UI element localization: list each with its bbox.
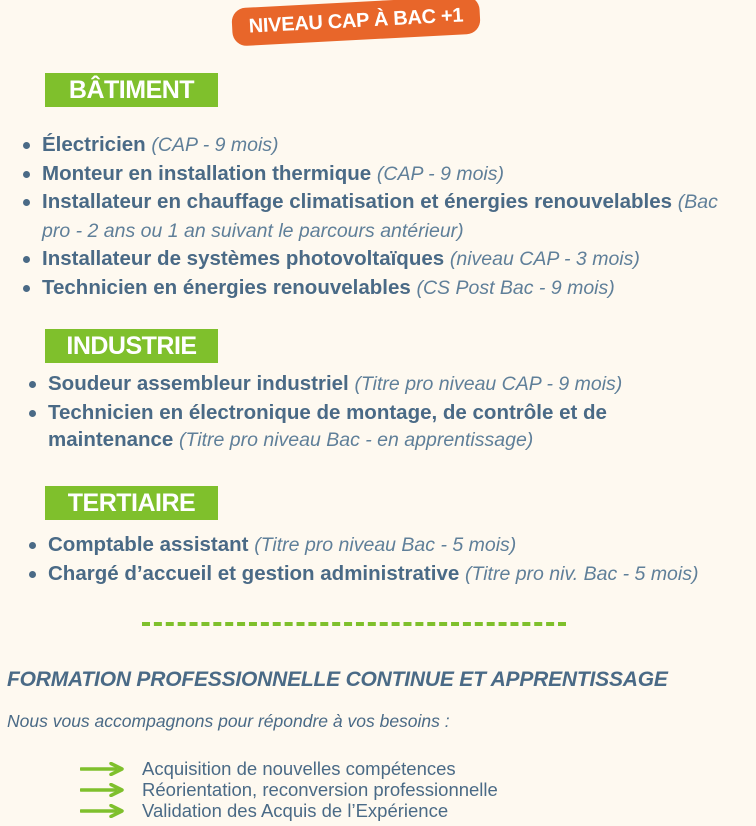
course-detail: (CAP - 9 mois) bbox=[376, 162, 504, 185]
section-tag-industrie bbox=[45, 329, 218, 363]
arrow-right-icon bbox=[80, 762, 126, 776]
course-detail: (Titre pro niveau Bac - 5 mois) bbox=[254, 534, 517, 556]
dashed-divider bbox=[142, 622, 566, 626]
list-item bbox=[20, 131, 750, 160]
course-detail: (Titre pro niveau CAP - 9 mois) bbox=[354, 373, 623, 395]
course-name: Électricien bbox=[42, 133, 146, 156]
list-item bbox=[20, 245, 750, 274]
list-item bbox=[26, 399, 686, 455]
section-tag-batiment bbox=[45, 73, 218, 107]
benefit-label: Validation des Acquis de l’Expérience bbox=[142, 799, 449, 821]
list-item bbox=[20, 274, 750, 303]
course-name: Monteur en installation thermique bbox=[42, 161, 372, 185]
section-title: TERTIAIRE bbox=[67, 488, 196, 517]
benefit-label: Acquisition de nouvelles compétences bbox=[142, 757, 456, 779]
course-detail: (niveau CAP - 3 mois) bbox=[449, 248, 640, 270]
list-item bbox=[20, 188, 750, 245]
section-tag-tertiaire bbox=[45, 486, 218, 520]
list-item bbox=[80, 758, 498, 779]
benefits-list bbox=[80, 758, 498, 821]
course-name: Chargé d’accueil et gestion administrative bbox=[48, 561, 460, 585]
arrow-right-icon bbox=[80, 804, 126, 818]
section-title: INDUSTRIE bbox=[66, 331, 197, 360]
list-item bbox=[80, 779, 498, 800]
arrow-right-icon bbox=[80, 783, 126, 797]
course-list-tertiaire bbox=[26, 531, 754, 588]
course-name: Technicien en énergies renouvelables bbox=[42, 275, 411, 299]
list-item bbox=[26, 370, 686, 399]
course-name: Soudeur assembleur industriel bbox=[48, 372, 349, 395]
list-item bbox=[26, 531, 754, 560]
list-item bbox=[80, 800, 498, 821]
list-item bbox=[26, 560, 754, 589]
section-title: BÂTIMENT bbox=[68, 75, 195, 104]
continuing-subtitle: Nous vous accompagnons pour répondre à vos besoins : bbox=[7, 711, 450, 731]
course-detail: (Titre pro niv. Bac - 5 mois) bbox=[464, 562, 699, 585]
continuing-title: FORMATION PROFESSIONNELLE CONTINUE ET APPRENTISSAGE bbox=[7, 668, 668, 691]
course-name: Comptable assistant bbox=[48, 533, 249, 556]
course-detail: (CS Post Bac - 9 mois) bbox=[416, 276, 615, 299]
course-list-industrie bbox=[26, 370, 686, 455]
course-name: Installateur en chauffage climatisation et énergies renouvelables bbox=[42, 190, 673, 213]
list-item bbox=[20, 160, 750, 189]
course-name: Technicien en électronique de montage, de contrôle et de maintenance bbox=[48, 400, 607, 451]
course-list-batiment bbox=[20, 131, 750, 302]
course-detail: (CAP - 9 mois) bbox=[151, 134, 279, 156]
benefit-label: Réorientation, reconversion professionnelle bbox=[142, 778, 498, 800]
level-badge-label: NIVEAU CAP À BAC +1 bbox=[248, 3, 464, 38]
course-detail: (Bac pro - 2 ans ou 1 an suivant le parcours antérieur) bbox=[42, 191, 718, 242]
course-detail: (Titre pro niveau Bac - en apprentissage) bbox=[179, 429, 534, 451]
course-name: Installateur de systèmes photovoltaïques bbox=[42, 247, 445, 270]
level-badge bbox=[231, 0, 481, 46]
